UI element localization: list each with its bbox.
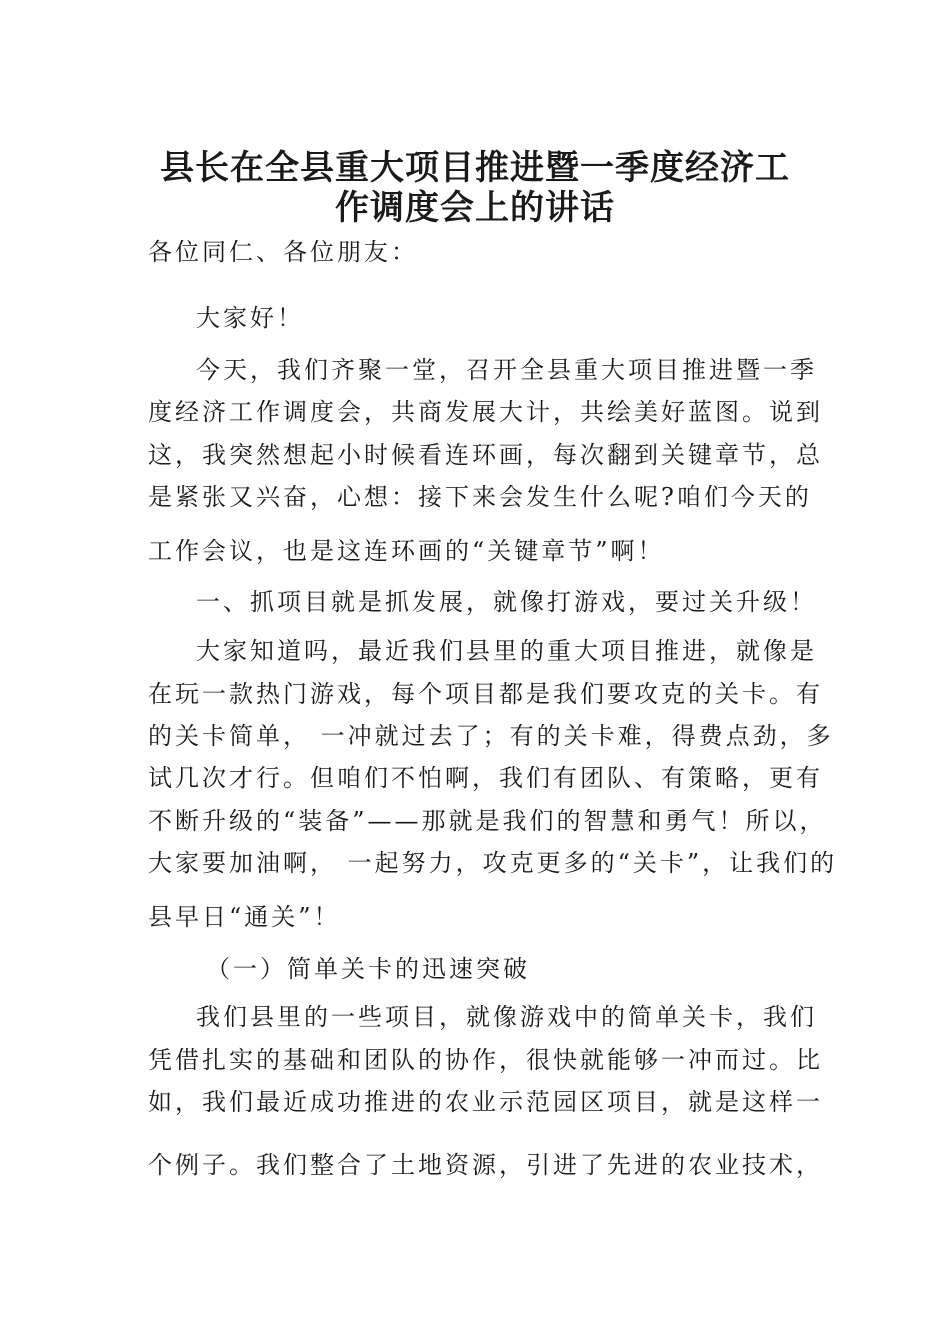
- paragraph-line: 大家要加油啊， 一起努力，攻克更多的“关卡”，让我们的: [148, 849, 838, 877]
- paragraph-line: 这，我突然想起小时候看连环画，每次翻到关键章节，总: [148, 441, 823, 469]
- subsection-heading: （一）简单关卡的迅速突破: [206, 955, 530, 983]
- paragraph-line: 不断升级的“装备”——那就是我们的智慧和勇气！所以，: [148, 807, 827, 835]
- paragraph-line: 我们县里的一些项目，就像游戏中的简单关卡，我们: [196, 1003, 817, 1031]
- document-title-line-2: 作调度会上的讲话: [335, 188, 615, 228]
- paragraph-line: 试几次才行。但咱们不怕啊，我们有团队、有策略，更有: [148, 764, 823, 792]
- salutation: 各位同仁、各位朋友：: [148, 238, 418, 266]
- paragraph-line: 凭借扎实的基础和团队的协作，很快就能够一冲而过。比: [148, 1046, 823, 1074]
- paragraph-line: 度经济工作调度会，共商发展大计，共绘美好蓝图。说到: [148, 398, 823, 426]
- paragraph-line: 在玩一款热门游戏，每个项目都是我们要攻克的关卡。有: [148, 680, 823, 708]
- paragraph-line: 工作会议，也是这连环画的“关键章节”啊！: [148, 537, 665, 565]
- paragraph-line: 是紧张又兴奋，心想：接下来会发生什么呢?咱们今天的: [148, 483, 812, 511]
- paragraph-line: 如，我们最近成功推进的农业示范园区项目，就是这样一: [148, 1088, 823, 1116]
- paragraph-line: 个例子。我们整合了土地资源，引进了先进的农业技术，: [148, 1151, 823, 1179]
- paragraph-line: 大家知道吗，最近我们县里的重大项目推进，就像是: [196, 637, 817, 665]
- paragraph-line: 的关卡简单， 一冲就过去了；有的关卡难，得费点劲，多: [148, 722, 834, 750]
- section-heading: 一、抓项目就是抓发展，就像打游戏，要过关升级！: [196, 588, 817, 616]
- greeting: 大家好！: [196, 304, 304, 332]
- paragraph-line: 县早日“通关”！: [148, 903, 341, 931]
- paragraph-line: 今天，我们齐聚一堂，召开全县重大项目推进暨一季: [196, 356, 817, 384]
- document-title-line-1: 县长在全县重大项目推进暨一季度经济工: [160, 148, 790, 188]
